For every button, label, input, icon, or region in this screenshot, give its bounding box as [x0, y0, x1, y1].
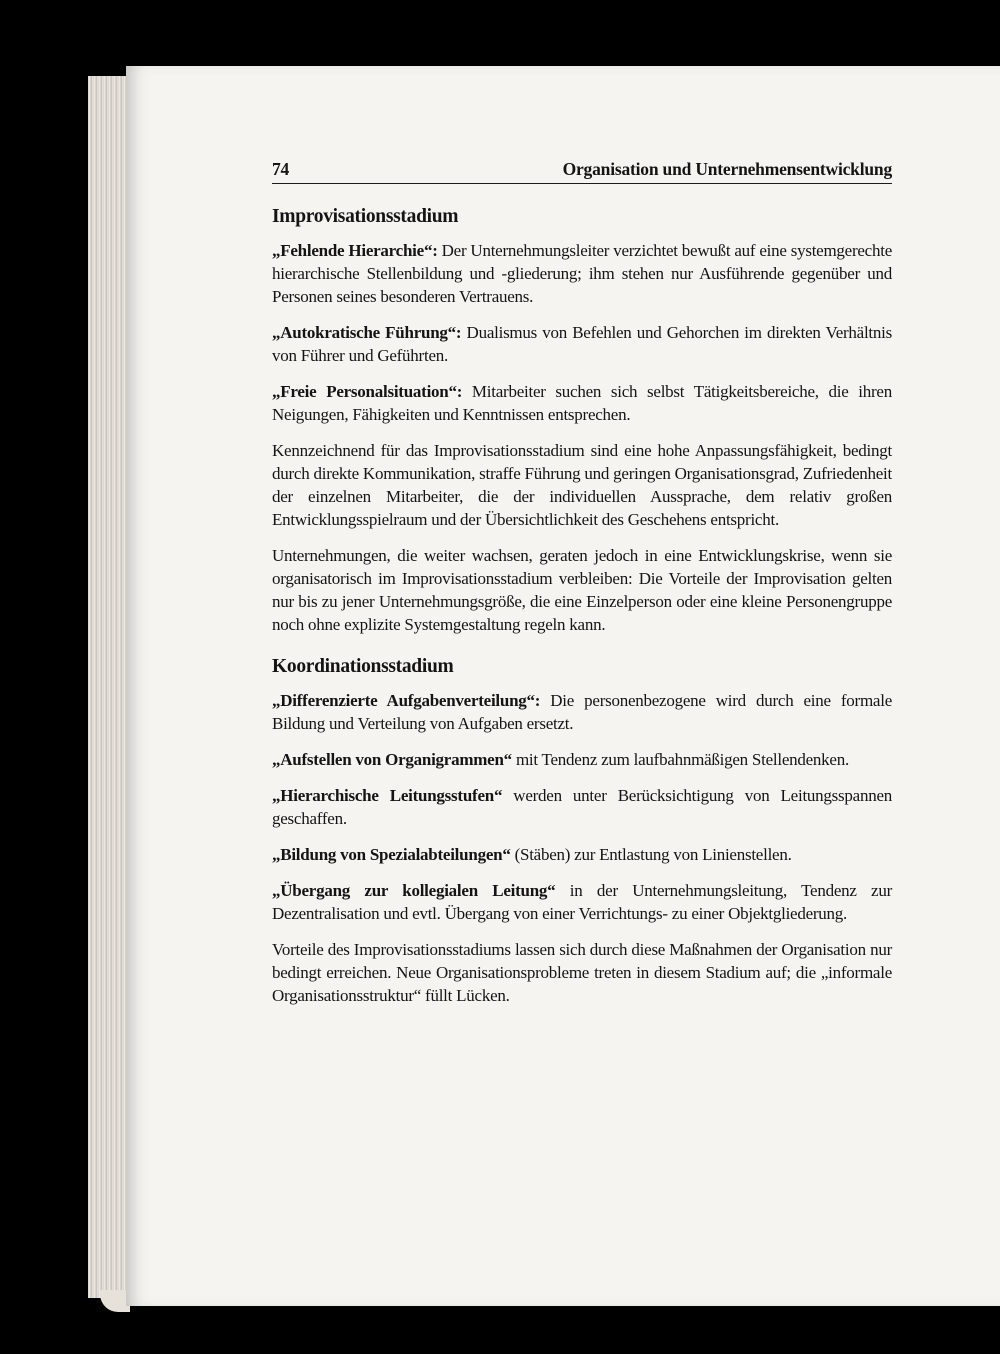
definition-text: (Stäben) zur Entlastung von Linienstellen. — [510, 845, 792, 864]
definition-term: „Aufstellen von Organigrammen“ — [272, 750, 512, 769]
section-heading-improvisation: Improvisationsstadium — [272, 206, 459, 227]
body-paragraph: Vorteile des Improvisationsstadiums lassen sich durch diese Maßnahmen der Organisation nur bedingt erreichen. Neue Organisationsprobleme treten in diesem Stadium auf; die „informale Organisationsstruktur“ füllt Lücken. — [272, 940, 892, 1005]
running-title: Organisation und Unternehmensentwicklung — [562, 159, 892, 179]
definition-term: „Freie Personalsituation“: — [272, 382, 463, 401]
definition-paragraph — [272, 879, 892, 925]
definition-text: Der Unternehmungsleiter verzichtet bewußt auf eine systemgerechte hierarchische Stellenbildung und -gliederung; ihm stehen nur Ausführende gegenüber und Personen seines besonderen Vertrauens. — [272, 241, 892, 306]
running-header — [272, 157, 892, 184]
definition-text: Die personenbezogene wird durch eine formale Bildung und Verteilung von Aufgaben ersetzt. — [272, 691, 892, 733]
definition-paragraph — [272, 239, 892, 308]
definition-paragraph — [272, 784, 892, 830]
definition-text: mit Tendenz zum laufbahnmäßigen Stellendenken. — [511, 750, 849, 769]
page-number: 74 — [272, 159, 290, 179]
definition-term: „Autokratische Führung“: — [272, 323, 462, 342]
definition-text: Dualismus von Befehlen und Gehorchen im direkten Verhältnis von Führer und Geführten. — [272, 323, 892, 365]
section-heading-koordination: Koordinationsstadium — [272, 656, 454, 677]
definition-term: „Hierarchische Leitungsstufen“ — [272, 786, 503, 805]
definition-term: „Übergang zur kollegialen Leitung“ — [272, 881, 556, 900]
definition-paragraph — [272, 748, 892, 771]
body-paragraph: Unternehmungen, die weiter wachsen, geraten jedoch in eine Entwicklungskrise, wenn sie organisatorisch im Improvisationsstadium verbleiben: Die Vorteile der Improvisation gelten nur bis zu jener Unternehmungsgröße, die eine Einzelperson oder eine kleine Personengruppe noch ohne explizite Systemgestaltung regeln kann. — [272, 546, 892, 634]
definition-text: in der Unternehmungsleitung, Tendenz zur Dezentralisation und evtl. Übergang von einer Verrichtungs- zu einer Objektgliederung. — [272, 881, 892, 923]
definition-paragraph — [272, 843, 892, 866]
definition-text: Mitarbeiter suchen sich selbst Tätigkeitsbereiche, die ihren Neigungen, Fähigkeiten und Kenntnissen entsprechen. — [272, 382, 892, 424]
definition-term: „Bildung von Spezialabteilungen“ — [272, 845, 511, 864]
stacked-page-edges — [88, 76, 128, 1298]
definition-paragraph — [272, 321, 892, 367]
definition-paragraph — [272, 380, 892, 426]
definition-paragraph — [272, 689, 892, 735]
definition-term: „Fehlende Hierarchie“: — [272, 241, 438, 260]
page-content — [272, 157, 892, 1020]
body-paragraph: Kennzeichnend für das Improvisationsstadium sind eine hohe Anpassungsfähigkeit, bedingt durch direkte Kommunikation, straffe Führung und geringen Organisationsgrad, Zufriedenheit der einzelnen Mitarbeiter, die der individuellen Aussprache, dem relativ großen Entwicklungsspielraum und der Übersichtlichkeit des Geschehens entspricht. — [272, 441, 892, 529]
definition-text: werden unter Berücksichtigung von Leitungsspannen geschaffen. — [272, 786, 892, 828]
definition-term: „Differenzierte Aufgabenverteilung“: — [272, 691, 541, 710]
